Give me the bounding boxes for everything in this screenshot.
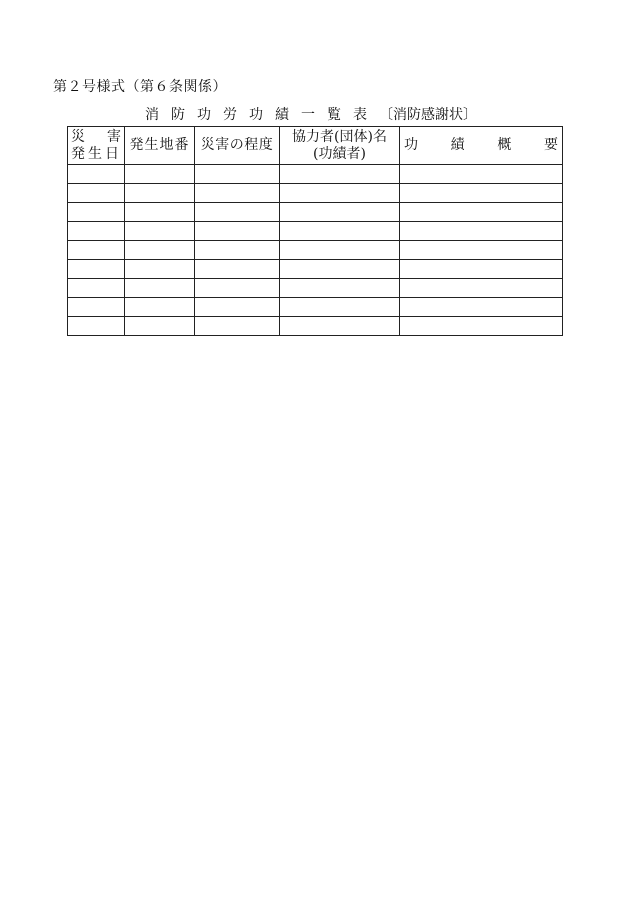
table-cell[interactable] bbox=[125, 260, 195, 279]
header-summary-char: 要 bbox=[543, 137, 558, 153]
table-cell[interactable] bbox=[68, 279, 125, 298]
table-cell[interactable] bbox=[68, 165, 125, 184]
header-disaster-date-left: 災 bbox=[71, 128, 85, 145]
title-main: 消防功労功績一覧表 bbox=[145, 107, 379, 123]
table-cell[interactable] bbox=[400, 260, 563, 279]
table-cell[interactable] bbox=[400, 203, 563, 222]
header-cooperator-line1: 協力者(団体)名 bbox=[292, 128, 387, 145]
table-cell[interactable] bbox=[280, 165, 400, 184]
table-cell[interactable] bbox=[125, 298, 195, 317]
header-summary-char: 概 bbox=[497, 137, 512, 153]
achievement-table bbox=[67, 126, 563, 336]
table-cell[interactable] bbox=[195, 317, 280, 336]
table-cell[interactable] bbox=[195, 279, 280, 298]
table-cell[interactable] bbox=[280, 222, 400, 241]
table-row bbox=[68, 165, 563, 184]
table-cell[interactable] bbox=[125, 184, 195, 203]
header-summary-char: 功 bbox=[404, 137, 418, 153]
table-row bbox=[68, 203, 563, 222]
table-cell[interactable] bbox=[195, 165, 280, 184]
table-cell[interactable] bbox=[400, 298, 563, 317]
header-location: 発生地番 bbox=[125, 127, 195, 165]
header-cooperator-line2: (功績者) bbox=[313, 145, 366, 162]
table-cell[interactable] bbox=[400, 165, 563, 184]
table-cell[interactable] bbox=[195, 203, 280, 222]
table-cell[interactable] bbox=[280, 279, 400, 298]
table-row bbox=[68, 222, 563, 241]
document-title bbox=[145, 104, 477, 124]
table-cell[interactable] bbox=[280, 317, 400, 336]
table-cell[interactable] bbox=[68, 203, 125, 222]
table-cell[interactable] bbox=[68, 317, 125, 336]
table-cell[interactable] bbox=[68, 222, 125, 241]
table-cell[interactable] bbox=[280, 241, 400, 260]
table-cell[interactable] bbox=[195, 241, 280, 260]
table-cell[interactable] bbox=[400, 222, 563, 241]
table-body bbox=[68, 165, 563, 336]
table-cell[interactable] bbox=[280, 184, 400, 203]
table-cell[interactable] bbox=[280, 298, 400, 317]
table-cell[interactable] bbox=[195, 222, 280, 241]
title-suffix: 〔消防感謝状〕 bbox=[379, 107, 477, 123]
table-cell[interactable] bbox=[125, 317, 195, 336]
header-cooperator bbox=[280, 127, 400, 165]
table-cell[interactable] bbox=[68, 260, 125, 279]
table-cell[interactable] bbox=[68, 241, 125, 260]
table-cell[interactable] bbox=[400, 184, 563, 203]
table-cell[interactable] bbox=[125, 279, 195, 298]
table-cell[interactable] bbox=[125, 165, 195, 184]
table-cell[interactable] bbox=[280, 260, 400, 279]
table-row bbox=[68, 279, 563, 298]
table-cell[interactable] bbox=[125, 222, 195, 241]
table-row bbox=[68, 317, 563, 336]
table-row bbox=[68, 260, 563, 279]
table-cell[interactable] bbox=[68, 184, 125, 203]
table-cell[interactable] bbox=[280, 203, 400, 222]
header-disaster-date-line2: 発生日 bbox=[71, 145, 122, 162]
table-cell[interactable] bbox=[195, 184, 280, 203]
table-cell[interactable] bbox=[195, 260, 280, 279]
table-cell[interactable] bbox=[125, 241, 195, 260]
table-cell[interactable] bbox=[400, 317, 563, 336]
table-row bbox=[68, 241, 563, 260]
table-cell[interactable] bbox=[400, 279, 563, 298]
header-disaster-date-right: 害 bbox=[107, 128, 121, 145]
header-summary-char: 績 bbox=[450, 137, 465, 153]
table-row bbox=[68, 298, 563, 317]
table-cell[interactable] bbox=[68, 298, 125, 317]
header-severity: 災害の程度 bbox=[195, 127, 280, 165]
table-cell[interactable] bbox=[125, 203, 195, 222]
table-cell[interactable] bbox=[400, 241, 563, 260]
header-summary bbox=[400, 127, 563, 165]
table-row bbox=[68, 184, 563, 203]
header-row bbox=[68, 127, 563, 165]
form-number: 第２号様式（第６条関係） bbox=[53, 79, 227, 95]
header-disaster-date bbox=[68, 127, 125, 165]
table-cell[interactable] bbox=[195, 298, 280, 317]
